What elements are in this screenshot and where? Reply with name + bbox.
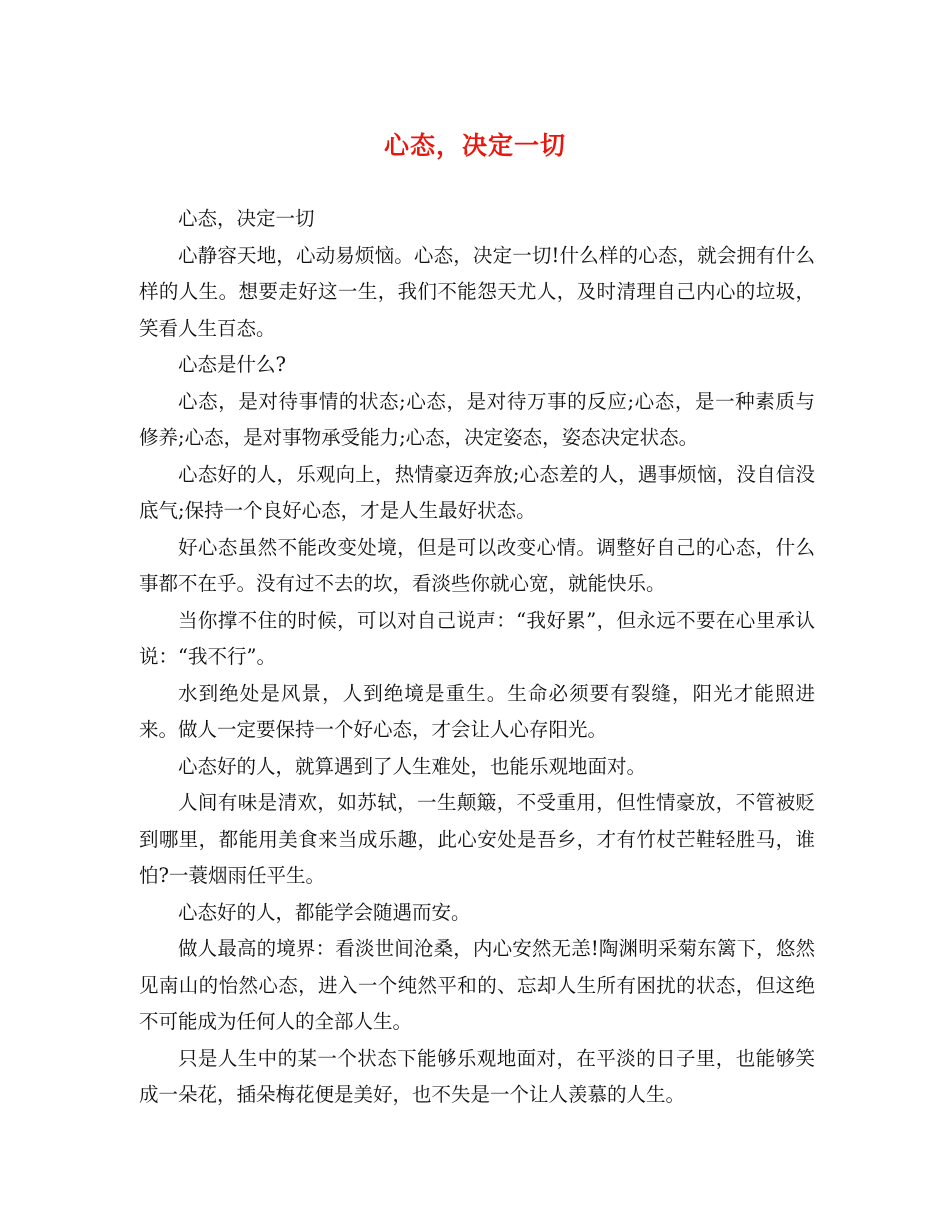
paragraph: 人间有味是清欢，如苏轼，一生颠簸，不受重用，但性情豪放，不管被贬到哪里，都能用美食来当成乐趣，此心安处是吾乡，才有竹杖芒鞋轻胜马，谁怕?一蓑烟雨任平生。 (139, 791, 815, 887)
paragraph: 做人最高的境界：看淡世间沧桑，内心安然无恙!陶渊明采菊东篱下，悠然见南山的怡然心态，进入一个纯然平和的、忘却人生所有困扰的状态，但这绝不可能成为任何人的全部人生。 (139, 937, 815, 1033)
paragraph: 心态好的人，就算遇到了人生难处，也能乐观地面对。 (178, 754, 647, 778)
document-body (139, 201, 815, 1114)
paragraph: 心态是什么? (178, 353, 286, 376)
paragraph: 心态好的人，乐观向上，热情豪迈奔放;心态差的人，遇事烦恼，没自信没底气;保持一个良好心态，才是人生最好状态。 (139, 462, 815, 522)
paragraph: 心态，是对待事情的状态;心态，是对待万事的反应;心态，是一种素质与修养;心态，是对事物承受能力;心态，决定姿态，姿态决定状态。 (139, 389, 815, 449)
paragraph: 只是人生中的某一个状态下能够乐观地面对，在平淡的日子里，也能够笑成一朵花，插朵梅花便是美好，也不失是一个让人羡慕的人生。 (139, 1046, 815, 1106)
paragraph: 好心态虽然不能改变处境，但是可以改变心情。调整好自己的心态，什么事都不在乎。没有过不去的坎，看淡些你就心宽，就能快乐。 (139, 535, 815, 595)
paragraph: 水到绝处是风景，人到绝境是重生。生命必须要有裂缝，阳光才能照进来。做人一定要保持一个好心态，才会让人心存阳光。 (139, 681, 815, 741)
paragraph: 心态好的人，都能学会随遇而安。 (178, 900, 471, 924)
paragraph: 心态，决定一切 (178, 207, 315, 230)
paragraph: 心静容天地，心动易烦恼。心态，决定一切!什么样的心态，就会拥有什么样的人生。想要走好这一生，我们不能怨天尤人，及时清理自己内心的垃圾，笑看人生百态。 (139, 243, 815, 340)
paragraph: 当你撑不住的时候，可以对自己说声：“我好累”，但永远不要在心里承认说：“我不行”。 (139, 608, 815, 668)
document-title: 心态，决定一切 (383, 131, 566, 160)
